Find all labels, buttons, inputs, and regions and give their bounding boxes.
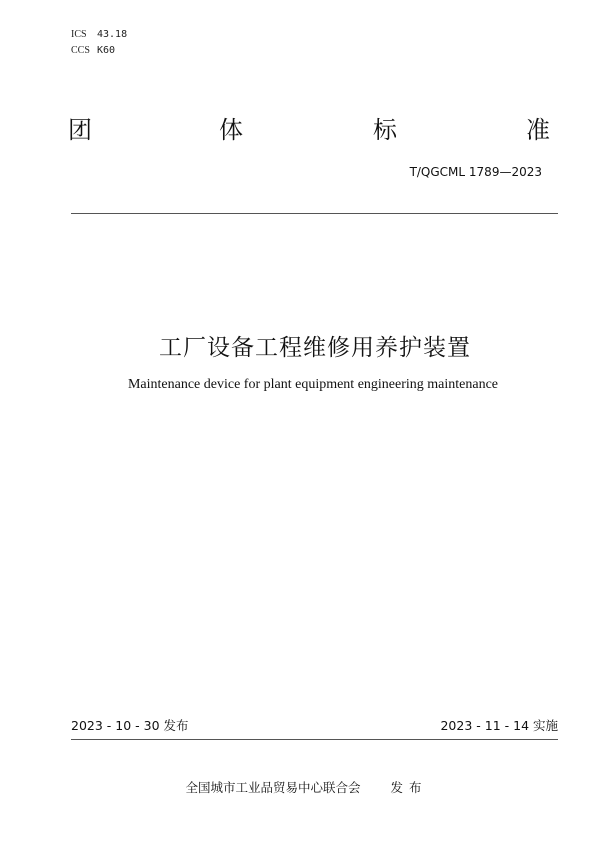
publisher-action: 发布: [390, 780, 428, 795]
category-char-1: 团: [68, 116, 92, 144]
standard-number: T/QGCML 1789—2023: [409, 165, 542, 179]
bottom-divider: [71, 739, 558, 740]
category-char-2: 体: [219, 116, 243, 144]
category-char-4: 准: [526, 116, 550, 144]
top-divider: [71, 213, 558, 214]
category-char-3: 标: [373, 116, 397, 144]
chinese-title: 工厂设备工程维修用养护装置: [159, 335, 471, 361]
ics-label: ICS: [71, 29, 87, 40]
english-title: Maintenance device for plant equipment engineering maintenance: [127, 377, 499, 392]
ccs-code: [71, 45, 115, 57]
ccs-value: K60: [97, 45, 116, 56]
ics-code: [71, 29, 127, 41]
ics-value: 43.18: [97, 29, 128, 40]
implementation-date: 2023 - 11 - 14 实施: [440, 718, 558, 733]
publisher-line: [0, 778, 600, 796]
release-date: 2023 - 10 - 30 发布: [71, 718, 189, 733]
ccs-label: CCS: [71, 45, 90, 56]
publisher-name: 全国城市工业品贸易中心联合会: [185, 780, 361, 795]
